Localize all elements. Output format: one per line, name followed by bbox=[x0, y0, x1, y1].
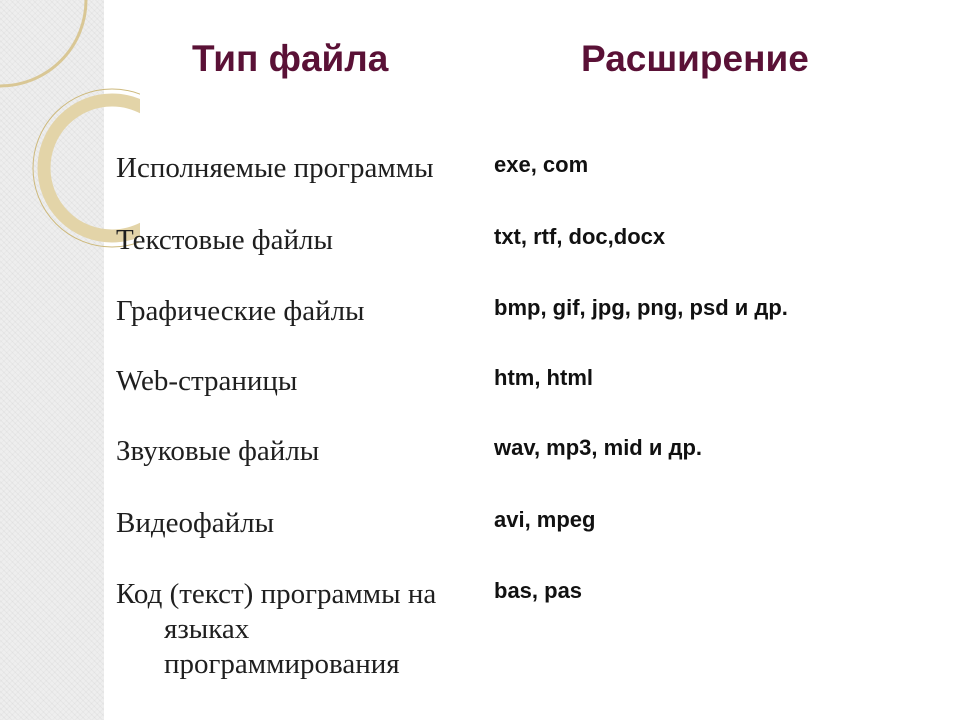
file-type-cell: Звуковые файлы bbox=[116, 435, 320, 467]
decorative-rings bbox=[0, 0, 140, 260]
column-header-extension: Расширение bbox=[581, 38, 809, 79]
file-type-cell: Исполняемые программы bbox=[116, 152, 434, 184]
extension-cell: bas, pas bbox=[494, 578, 583, 603]
file-type-line: Код (текст) программы на bbox=[116, 578, 437, 610]
file-type-cell: Web-страницы bbox=[116, 365, 298, 397]
file-type-line: языках bbox=[164, 613, 250, 645]
column-header-file-type: Тип файла bbox=[192, 38, 389, 79]
file-type-line: программирования bbox=[164, 648, 400, 680]
extension-cell: exe, com bbox=[494, 152, 589, 177]
extension-cell: htm, html bbox=[494, 365, 593, 390]
extension-cell: bmp, gif, jpg, png, psd и др. bbox=[494, 295, 788, 320]
extension-cell: avi, mpeg bbox=[494, 507, 596, 532]
extension-cell: txt, rtf, doc,docx bbox=[494, 224, 666, 249]
file-type-cell bbox=[116, 577, 496, 682]
file-type-cell: Видеофайлы bbox=[116, 507, 275, 539]
file-type-cell: Текстовые файлы bbox=[116, 224, 333, 256]
file-type-cell: Графические файлы bbox=[116, 295, 365, 327]
extension-cell: wav, mp3, mid и др. bbox=[494, 435, 703, 460]
decorative-arc-top bbox=[0, 0, 86, 86]
